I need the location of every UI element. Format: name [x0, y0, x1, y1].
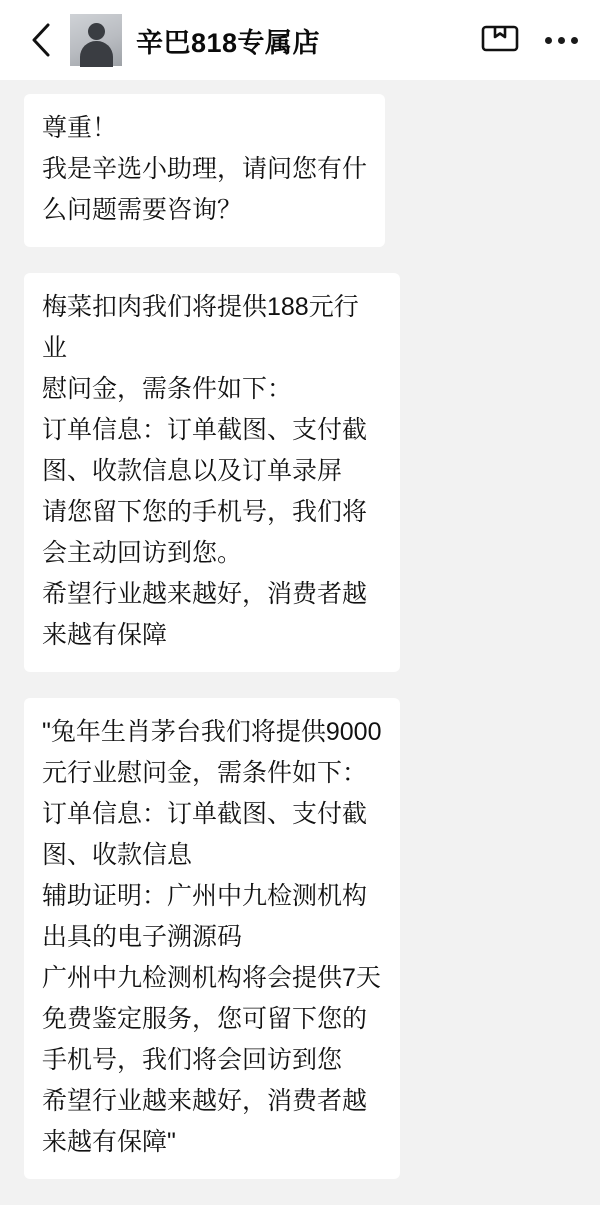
card-stack-button[interactable] — [481, 23, 519, 58]
message-line: 请您留下您的手机号，我们将 — [42, 498, 368, 526]
avatar-silhouette-head — [88, 23, 105, 40]
message-line: 么问题需要咨询？ — [42, 196, 243, 224]
message-line: 我是辛选小助理，请问您有什 — [42, 155, 368, 183]
message-row-meicai — [0, 273, 600, 672]
message-line: "兔年生肖茅台我们将提供9000 — [42, 718, 382, 746]
message-line: 会主动回访到您。 — [42, 539, 243, 567]
message-line: 来越有保障" — [42, 1128, 176, 1156]
avatar[interactable] — [70, 14, 122, 66]
card-stack-icon — [481, 23, 519, 58]
message-line: 辅助证明：广州中九检测机构 — [42, 882, 368, 910]
message-bubble[interactable] — [24, 698, 400, 1179]
shop-name-title: 辛巴818专属店 — [136, 27, 321, 58]
message-row-greeting — [0, 94, 600, 247]
more-dots-icon — [545, 37, 578, 44]
message-row-maotai — [0, 698, 600, 1179]
message-line: 图、收款信息以及订单录屏 — [42, 457, 343, 485]
message-line: 希望行业越来越好，消费者越 — [42, 1087, 368, 1115]
message-line: 梅菜扣肉我们将提供188元行业 — [42, 293, 359, 362]
message-bubble[interactable] — [24, 273, 400, 672]
message-list[interactable] — [0, 80, 600, 1205]
message-line: 来越有保障 — [42, 621, 168, 649]
message-bubble[interactable] — [24, 94, 385, 247]
message-line: 尊重！ — [42, 114, 118, 142]
message-line: 元行业慰问金，需条件如下： — [42, 759, 368, 787]
message-line: 希望行业越来越好，消费者越 — [42, 580, 368, 608]
more-button[interactable] — [545, 37, 578, 44]
message-line: 广州中九检测机构将会提供7天 — [42, 964, 381, 992]
avatar-silhouette-body — [80, 41, 113, 67]
message-line: 手机号，我们将会回访到您 — [42, 1046, 343, 1074]
chat-header — [0, 0, 600, 80]
chevron-left-icon — [30, 22, 52, 58]
back-button[interactable] — [24, 20, 58, 60]
message-line: 订单信息：订单截图、支付截 — [42, 416, 368, 444]
message-line: 订单信息：订单截图、支付截 — [42, 800, 368, 828]
message-line: 图、收款信息 — [42, 841, 193, 869]
message-line: 慰问金，需条件如下： — [42, 375, 293, 403]
message-line: 免费鉴定服务，您可留下您的 — [42, 1005, 368, 1033]
header-actions — [481, 23, 578, 58]
message-line: 出具的电子溯源码 — [42, 923, 243, 951]
